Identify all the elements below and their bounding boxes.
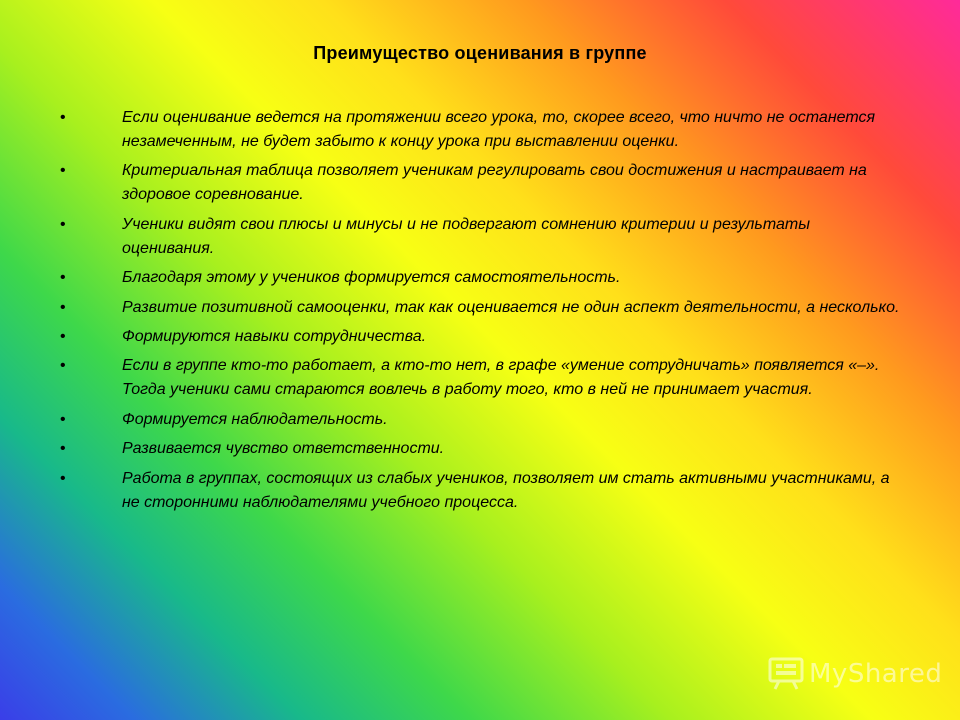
bullet-text: Формируются навыки сотрудничества. [122, 327, 427, 345]
bullet-icon: • [60, 327, 66, 345]
slide-title: Преимущество оценивания в группе [313, 43, 647, 63]
bullet-item [0, 437, 902, 461]
bullet-icon: • [60, 410, 66, 428]
bullet-icon: • [60, 215, 66, 233]
bullet-item [0, 467, 902, 515]
bullet-icon: • [60, 357, 66, 375]
bullet-item [0, 354, 902, 402]
bullet-item [0, 106, 902, 154]
bullet-text: Развитие позитивной самооценки, так как оценивается не один аспект деятельности, а несколько. [122, 298, 900, 316]
presentation-board-icon [767, 655, 805, 691]
bullet-item [0, 266, 902, 290]
bullet-text: Если в группе кто-то работает, а кто-то нет, в графе «умение сотрудничать» появляется «–». Тогда ученики сами стараются вовлечь в работу того, кто в ней не принимает участия. [122, 357, 880, 399]
bullet-icon: • [60, 269, 66, 287]
bullet-text: Работа в группах, состоящих из слабых учеников, позволяет им стать активными участниками, а не сторонними наблюдателями учебного процесса. [122, 469, 890, 511]
bullet-item [0, 296, 902, 320]
bullet-item [0, 408, 902, 432]
bullet-icon: • [60, 109, 66, 126]
bullet-text: Если оценивание ведется на протяжении всего урока, то, скорее всего, что ничто не останется незамеченным, не будет забыто к концу урока при выставлении оценки. [122, 109, 876, 150]
bullet-icon: • [60, 440, 66, 458]
bullet-item [0, 159, 902, 207]
bullet-text: Благодаря этому у учеников формируется самостоятельность. [122, 269, 621, 287]
bullet-list [0, 106, 960, 520]
bullet-text: Ученики видят свои плюсы и минусы и не подвергают сомнению критерии и результаты оценивания. [122, 215, 810, 257]
bullet-icon: • [60, 298, 66, 316]
bullet-item [0, 213, 902, 261]
watermark-text: MyShared [809, 659, 943, 689]
bullet-item [0, 325, 902, 349]
bullet-text: Развивается чувство ответственности. [122, 440, 445, 458]
bullet-text: Критериальная таблица позволяет ученикам регулировать свои достижения и настраивает на здоровое соревнование. [122, 162, 867, 204]
bullet-text: Формируется наблюдательность. [122, 410, 388, 428]
bullet-icon: • [60, 162, 66, 180]
bullet-icon: • [60, 469, 66, 487]
myshared-watermark [767, 655, 943, 695]
